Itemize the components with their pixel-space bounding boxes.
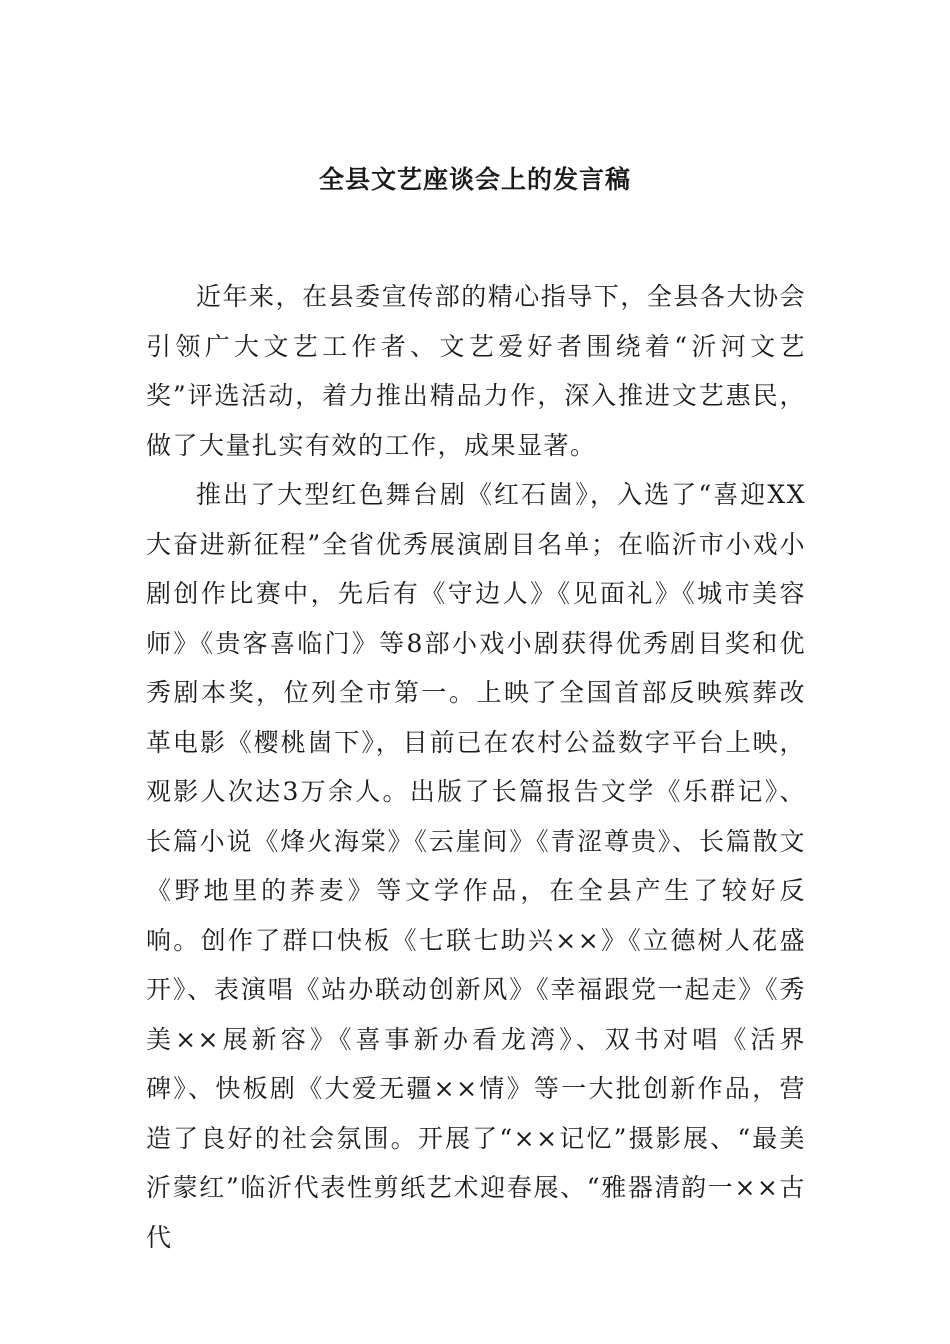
document-body — [146, 272, 806, 1262]
paragraph-achievements: 推出了大型红色舞台剧《红石崮》，入选了“喜迎XX大奋进新征程”全省优秀展演剧目名单；在临沂市小戏小剧创作比赛中，先后有《守边人》《见面礼》《城市美容师》《贵客喜临门》等8部小戏小剧获得优秀剧目奖和优秀剧本奖，位列全市第一。上映了全国首部反映殡葬改革电影《樱桃崮下》，目前已在农村公益数字平台上映，观影人次达3万余人。出版了长篇报告文学《乐群记》、长篇小说《烽火海棠》《云崖间》《青涩尊贵》、长篇散文《野地里的荞麦》等文学作品，在全县产生了较好反响。创作了群口快板《七联七助兴××》《立德树人花盛开》、表演唱《站办联动创新风》《幸福跟党一起走》《秀美××展新容》《喜事新办看龙湾》、双书对唱《活界碑》、快板剧《大爱无疆××情》等一大批创新作品，营造了良好的社会氛围。开展了“××记忆”摄影展、“最美沂蒙红”临沂代表性剪纸艺术迎春展、“雅器清韵一××古代 — [146, 480, 806, 1252]
paragraph-intro: 近年来，在县委宣传部的精心指导下，全县各大协会引领广大文艺工作者、文艺爱好者围绕着“沂河文艺奖”评选活动，着力推出精品力作，深入推进文艺惠民，做了大量扎实有效的工作，成果显著。 — [146, 282, 806, 460]
document-title: 全县文艺座谈会上的发言稿 — [318, 165, 631, 194]
